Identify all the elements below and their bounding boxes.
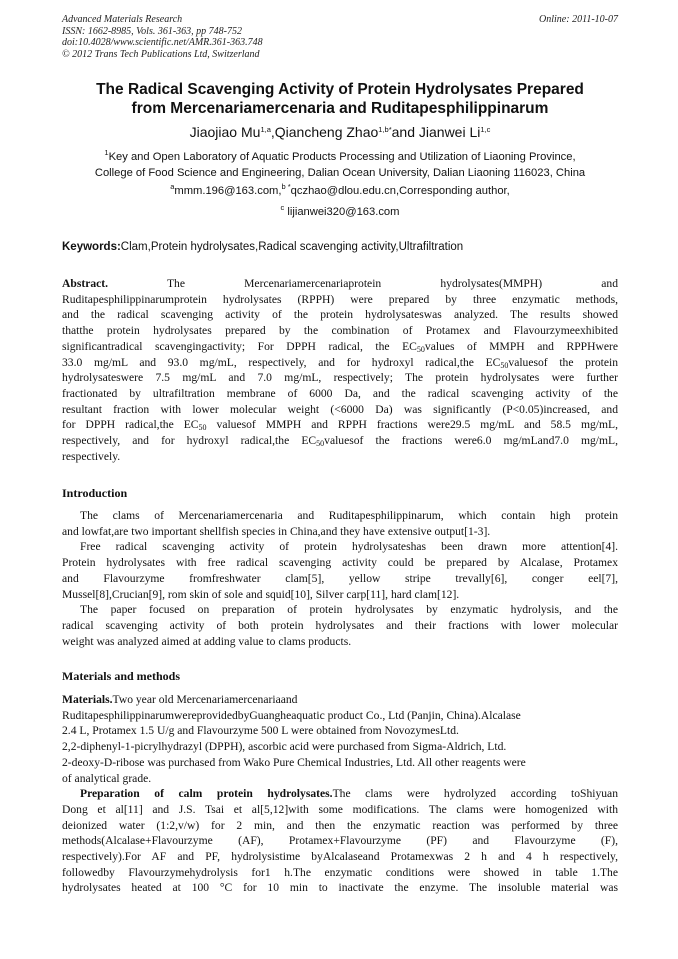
doi: doi:10.4028/www.scientific.net/AMR.361-363.748 <box>62 37 263 48</box>
journal-name: Advanced Materials Research <box>62 14 183 25</box>
keywords-text: Clam,Protein hydrolysates,Radical scavenging activity,Ultrafiltration <box>120 241 464 253</box>
ec50-sub: 50 <box>316 439 325 449</box>
abstract-line-6 <box>62 355 618 371</box>
abstract-text-10b: valuesof MMPH and RPPH fractions were29.5 mg/mL and 58.5 mg/mL, <box>206 418 618 432</box>
keywords <box>62 240 618 255</box>
author-1: Jiaojiao Mu <box>189 124 261 140</box>
abstract-text-6b: valuesof the protein <box>508 355 618 369</box>
abstract-line-1 <box>62 276 618 292</box>
prep-label: Preparation of calm protein hydrolysates. <box>80 787 333 801</box>
section-heading-introduction: Introduction <box>62 486 128 500</box>
intro-p3-line-3: weight was analyzed aimed at adding value to clams products. <box>62 634 352 648</box>
title-line-2: from Mercenariamercenaria and Ruditapesphilippinarum <box>131 100 549 117</box>
prep-line-5: respectively).For AF and PF, hydrolysistime byAlcalaseand Protamexwas 2 h and 4 h respectively, <box>62 850 618 864</box>
ec50-sub: 50 <box>500 360 509 370</box>
author-2-sup: 1,b* <box>378 125 392 134</box>
intro-p2-line-1: Free radical scavenging activity of protein hydrolysateshas been drawn more attention[4]. <box>80 540 618 554</box>
abstract-line-9: resultant fraction with lower molecular weight (<6000 Da) was significantly (P<0.05)increased, and <box>62 402 618 416</box>
prep-line-7: hydrolysates heated at 100 °C for 10 min to inactivate the enzyme. The insoluble material was <box>62 881 618 895</box>
prep-line-2: Dong et al[11] and J.S. Tsai et al[5,12]with some modifications. The clams were homogenized with <box>62 802 618 816</box>
abstract-text-6a: 33.0 mg/mL and 93.0 mg/mL, respectively, and for hydroxyl radical,the EC <box>62 355 501 369</box>
section-heading-materials-methods: Materials and methods <box>62 669 180 683</box>
email-c-sup: c <box>280 203 285 212</box>
author-2: ,Qiancheng Zhao <box>270 124 379 140</box>
abstract-line-3: and the radical scavenging activity of the protein hydrolysateswas analyzed. The results showed <box>62 308 618 322</box>
materials-line-1 <box>62 692 618 708</box>
intro-p2-line-3: and Flavourzyme fromfreshwater clam[5], yellow stripe trevally[6], conger eel[7], <box>62 571 618 585</box>
prep-line-1 <box>62 786 618 802</box>
abstract-line-2: Ruditapesphilippinarumprotein hydrolysates (RPPH) were prepared by three enzymatic methods, <box>62 292 618 306</box>
materials-line-6: of analytical grade. <box>62 771 152 785</box>
intro-p1-line-2: and lowfat,are two important shellfish species in China,and they have extensive output[1-3]. <box>62 524 491 538</box>
introduction-body <box>62 508 618 649</box>
methods-body <box>62 692 618 896</box>
materials-label: Materials. <box>62 693 113 706</box>
abstract-line-12: respectively. <box>62 449 121 463</box>
intro-p2-line-2: Protein hydrolysates with free radical scavenging activity could be prepared by Alcalase, Protamex <box>62 556 618 570</box>
materials-line-2: RuditapesphilippinarumwereprovidedbyGuangheaquatic product Co., Ltd (Panjin, China).Alcalase <box>62 708 521 722</box>
affiliation-line-2: College of Food Science and Engineering, Dalian Ocean University, Dalian Liaoning 116023, China <box>94 166 586 179</box>
affiliation-sup: 1 <box>104 148 109 157</box>
intro-p3-line-1: The paper focused on preparation of protein hydrolysates by enzymatic hydrolysis, and the <box>80 603 618 617</box>
email-b-sup: b * <box>281 182 291 191</box>
title-line-1: The Radical Scavenging Activity of Protein Hydrolysates Prepared <box>96 81 584 98</box>
email-line-1 <box>62 184 618 199</box>
email-c: lijianwei320@163.com <box>284 206 400 218</box>
email-a-sup: a <box>170 182 175 191</box>
intro-p1-line-1: The clams of Mercenariamercenaria and Ruditapesphilippinarum, which contain high protein <box>80 509 618 522</box>
intro-p2-line-4: Mussel[8],Crucian[9], rom skin of sole and squid[10], Silver carp[11], hard clam[12]. <box>62 587 460 601</box>
abstract-line-7: hydrolysateswere 7.5 mg/mL and 7.0 mg/mL, respectively; The protein hydrolysates were further <box>62 371 618 385</box>
email-b: qczhao@dlou.edu.cn,Corresponding author, <box>290 185 510 197</box>
author-3: and Jianwei Li <box>391 124 481 140</box>
author-3-sup: 1,c <box>480 125 491 134</box>
abstract-line-10 <box>62 417 618 433</box>
materials-line-5: 2-deoxy-D-ribose was purchased from Wako Pure Chemical Industries, Ltd. All other reagents were <box>62 755 526 769</box>
paper-title <box>62 80 618 118</box>
email-a: mmm.196@163.com, <box>174 185 282 197</box>
email-line-2 <box>62 205 618 220</box>
ec50-sub: 50 <box>416 344 425 354</box>
authors <box>62 123 618 141</box>
abstract-text-11a: respectively, and for hydroxyl radical,the EC <box>62 434 317 448</box>
keywords-label: Keywords: <box>62 241 121 253</box>
prep-line-3: deionized water (1:2,v/w) for 2 min, and then the enzymatic reaction was performed by three <box>62 818 618 832</box>
abstract-text-11b: valuesof the fractions were6.0 mg/mLand7.0 mg/mL, <box>324 434 618 448</box>
abstract-line-8: fractionated by ultrafiltration membrane of 6000 Da, and the radical scavenging activity of the <box>62 386 618 400</box>
abstract-line-5 <box>62 339 618 355</box>
abstract-text-1: The Mercenariamercenariaprotein hydrolysates(MMPH) and <box>166 277 618 290</box>
materials-text-1: Two year old Mercenariamercenariaand <box>112 693 298 706</box>
prep-line-4: methods(Alcalase+Flavourzyme (AF), Protamex+Flavourzyme (PF) and Flavourzyme (F), <box>62 834 618 848</box>
prep-text-1: The clams were hydrolyzed according toShiyuan <box>332 787 619 801</box>
affiliation-line-1: Key and Open Laboratory of Aquatic Products Processing and Utilization of Liaoning Province, <box>108 151 576 163</box>
abstract-text-10a: for DPPH radical,the EC <box>62 418 199 432</box>
abstract <box>62 276 618 464</box>
journal-header <box>62 14 618 60</box>
author-1-sup: 1,a <box>260 125 271 134</box>
abstract-label: Abstract. <box>62 277 109 290</box>
abstract-line-4: thatthe protein hydrolysates prepared by the combination of Protamex and Flavourzymeexhibited <box>62 324 618 338</box>
abstract-text-5a: significantradical scavengingactivity; For DPPH radical, the EC <box>62 339 417 353</box>
issn: ISSN: 1662-8985, Vols. 361-363, pp 748-752 <box>62 25 242 37</box>
prep-line-6: followedby Flavourzymehydrolysis for1 h.The enzymatic conditions were showed in table 1.The <box>62 865 618 879</box>
online-date: Online: 2011-10-07 <box>539 14 618 25</box>
affiliation <box>62 150 618 181</box>
materials-line-4: 2,2-diphenyl-1-picrylhydrazyl (DPPH), ascorbic acid were purchased from Sigma-Aldrich, Ltd. <box>62 740 507 754</box>
abstract-line-11 <box>62 433 618 449</box>
copyright: © 2012 Trans Tech Publications Ltd, Switzerland <box>62 48 260 60</box>
materials-line-3: 2.4 L, Protamex 1.5 U/g and Flavourzyme 500 L were obtained from NovozymesLtd. <box>62 724 459 738</box>
ec50-sub: 50 <box>198 423 207 433</box>
abstract-text-5b: values of MMPH and RPPHwere <box>424 339 618 353</box>
intro-p3-line-2: radical scavenging activity of both protein hydrolysates and their fractions with lower molecular <box>62 618 618 632</box>
